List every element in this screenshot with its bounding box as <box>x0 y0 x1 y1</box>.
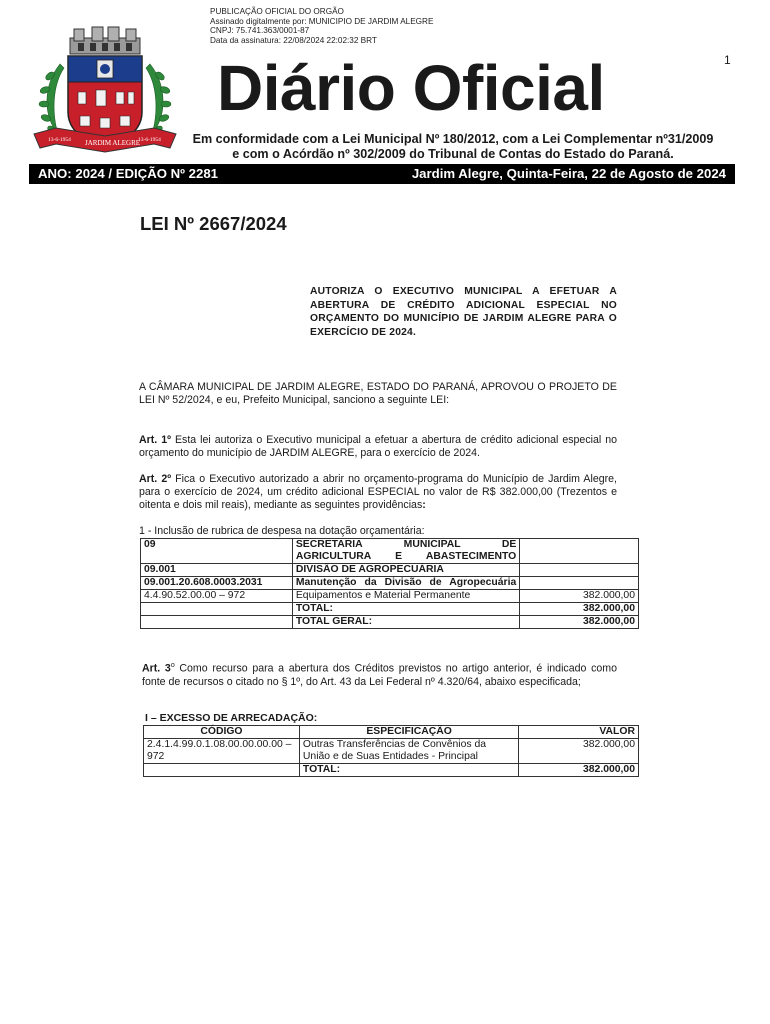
table-header-cell: VALOR <box>519 726 639 739</box>
table-cell-value: 382.000,00 <box>519 764 639 777</box>
table-cell-code: 09.001.20.608.0003.2031 <box>141 577 293 590</box>
table-header-cell: CÓDIGO <box>144 726 300 739</box>
article-text: Como recurso para a abertura dos Créditos previstos no artigo anterior, é indicado como fonte de recursos o citado no § 1º, do Art. 43 da Lei Federal nº 4.320/64, abaixo especificada; <box>142 662 617 688</box>
table-cell-value: 382.000,00 <box>520 603 639 616</box>
article-1 <box>139 434 617 460</box>
wreath-left-icon <box>39 64 64 136</box>
article-label: Art. 2º <box>139 473 172 485</box>
table-row <box>141 539 639 564</box>
ribbon-town-name: JARDIM ALEGRE <box>85 139 141 147</box>
table-cell-value <box>520 564 639 577</box>
table-row <box>141 564 639 577</box>
table-cell-desc: Equipamentos e Material Permanente <box>292 590 519 603</box>
signature-line: CNPJ: 75.741.363/0001-87 <box>210 26 310 36</box>
ribbon-date-right: 13-6-1954 <box>138 137 161 143</box>
revenue-source-table <box>143 725 639 777</box>
edition-date: Jardim Alegre, Quinta-Feira, 22 de Agosto de 2024 <box>411 166 726 181</box>
edition-bar <box>29 164 735 184</box>
table-cell-desc: TOTAL: <box>292 603 519 616</box>
page-number: 1 <box>724 53 731 67</box>
preamble: A CÂMARA MUNICIPAL DE JARDIM ALEGRE, ESTADO DO PARANÁ, APROVOU O PROJETO DE LEI Nº 52/2024, e eu, Prefeito Municipal, sanciono a seguinte LEI: <box>139 381 617 407</box>
table-row <box>141 577 639 590</box>
article-colon: : <box>422 499 426 512</box>
table-cell-code <box>141 603 293 616</box>
table-row <box>144 739 639 764</box>
table-cell-code <box>144 764 300 777</box>
table-cell-value <box>520 577 639 590</box>
conformity-line: Em conformidade com a Lei Municipal Nº 180/2012, com a Lei Complementar nº31/2009 <box>192 132 714 146</box>
digital-signature-block <box>210 7 433 45</box>
table-cell-value: 382.000,00 <box>519 739 639 764</box>
table-cell-code: 4.4.90.52.00.00 – 972 <box>141 590 293 603</box>
article-label: Art. 3 <box>142 662 171 675</box>
law-ementa: AUTORIZA O EXECUTIVO MUNICIPAL A EFETUAR A ABERTURA DE CRÉDITO ADICIONAL ESPECIAL NO ORÇAMENTO DO MUNICÍPIO DE JARDIM ALEGRE PARA O EXERCÍCIO DE 2024. <box>310 286 617 338</box>
crown-icon <box>70 27 140 54</box>
table-cell-desc: SECRETARIA MUNICIPAL DE AGRICULTURA E ABASTECIMENTO <box>292 539 519 564</box>
table-row <box>144 764 639 777</box>
signature-line: Assinado digitalmente por: MUNICIPIO DE JARDIM ALEGRE <box>210 16 434 26</box>
inclusion-label: 1 - Inclusão de rubrica de despesa na dotação orçamentária: <box>139 525 425 537</box>
table-row <box>141 590 639 603</box>
table-cell-code: 09 <box>141 539 293 564</box>
article-text: Fica o Executivo autorizado a abrir no orçamento-programa do Município de Jardim Alegre, para o exercício de 2024, um crédito adicional ESPECIAL no valor de R$ 382.000,00 (Trezentos e oitenta e dois mil reais), mediante as seguintes providências <box>139 473 617 512</box>
article-3 <box>142 659 617 689</box>
table-cell-desc: Outras Transferências de Convênios da União e de Suas Entidades - Principal <box>299 739 518 764</box>
table-cell-desc: DIVISÃO DE AGROPECUÁRIA <box>292 564 519 577</box>
table-header-cell: ESPECIFICAÇÃO <box>299 726 518 739</box>
edition-number: ANO: 2024 / EDIÇÃO Nº 2281 <box>38 166 218 181</box>
revenue-excess-heading: I – EXCESSO DE ARRECADAÇÃO: <box>145 712 318 724</box>
table-header-row <box>144 726 639 739</box>
signature-line: Data da assinatura: 22/08/2024 22:02:32 BRT <box>210 35 377 45</box>
law-title: LEI Nº 2667/2024 <box>140 213 287 234</box>
budget-allocation-table <box>140 538 639 629</box>
table-cell-code: 09.001 <box>141 564 293 577</box>
signature-line: PUBLICAÇÃO OFICIAL DO ORGÃO <box>210 7 344 16</box>
conformity-statement <box>183 132 723 162</box>
table-cell-desc: Manutenção da Divisão de Agropecuária <box>292 577 519 590</box>
table-cell-value: 382.000,00 <box>520 616 639 629</box>
ribbon-date-left: 13-6-1954 <box>48 137 71 143</box>
table-cell-value <box>520 539 639 564</box>
table-cell-value: 382.000,00 <box>520 590 639 603</box>
article-ordinal: o <box>170 662 175 669</box>
article-label: Art. 1º <box>139 434 171 446</box>
article-2 <box>139 473 617 513</box>
table-cell-desc: TOTAL GERAL: <box>292 616 519 629</box>
table-cell-code <box>141 616 293 629</box>
table-row <box>141 603 639 616</box>
table-cell-code: 2.4.1.4.99.0.1.08.00.00.00.00 – 972 <box>144 739 300 764</box>
table-cell-desc: TOTAL: <box>299 764 518 777</box>
article-text: Esta lei autoriza o Executivo municipal a efetuar a abertura de crédito adicional especial no orçamento do município de JARDIM ALEGRE, para o exercício de 2024. <box>139 434 617 460</box>
conformity-line: e com o Acórdão nº 302/2009 do Tribunal de Contas do Estado do Paraná. <box>232 147 674 161</box>
gazette-title: Diário Oficial <box>217 52 605 124</box>
municipal-coat-of-arms-icon <box>30 24 180 164</box>
wreath-right-icon <box>146 64 171 136</box>
table-row <box>141 616 639 629</box>
